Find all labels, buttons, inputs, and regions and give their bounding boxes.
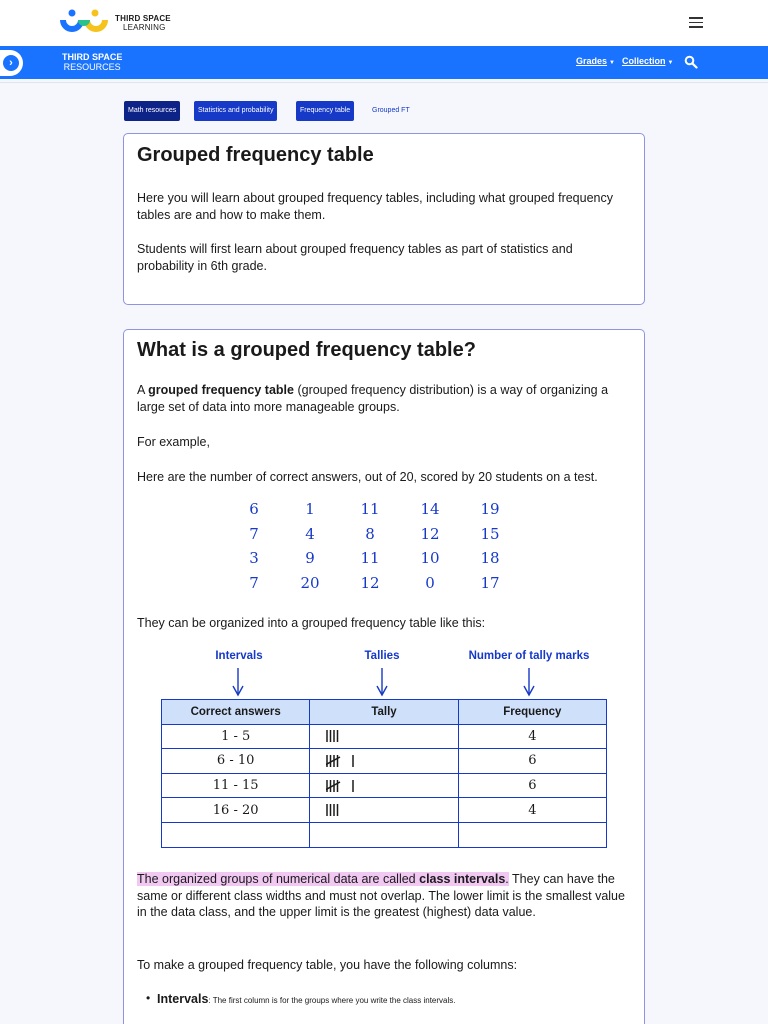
- arrow-down-icon: [375, 668, 389, 698]
- highlight-period: .: [505, 872, 509, 886]
- brand-line-2: LEARNING: [123, 23, 166, 32]
- caret-down-icon: ▼: [667, 60, 674, 66]
- columns-intro-text: To make a grouped frequency table, you have the following columns:: [137, 958, 518, 972]
- page-title: Grouped frequency table: [137, 144, 374, 166]
- data-value: 20: [300, 573, 320, 592]
- tally-cell: [310, 749, 458, 774]
- header-correct-answers: Correct answers: [162, 700, 310, 725]
- data-value: 4: [305, 524, 315, 543]
- header-tally: Tally: [310, 700, 458, 725]
- tally-cell: [310, 773, 458, 798]
- arrow-down-icon: [522, 668, 536, 698]
- definition-prefix: A: [137, 383, 149, 397]
- data-value: 10: [420, 549, 440, 568]
- nav-brand-line-1: THIRD SPACE: [62, 52, 123, 62]
- frequency-cell: 6: [458, 773, 606, 798]
- data-value: 7: [249, 524, 259, 543]
- class-intervals-rest: They can have the same or different class widths and must not overlap. The lower limit is the smallest value in the data class, and the upper limit is the greatest (highest) data value.: [137, 872, 625, 919]
- third-space-logo-icon[interactable]: [58, 8, 110, 38]
- empty-cell: [458, 822, 606, 847]
- hamburger-menu-icon[interactable]: [686, 14, 706, 32]
- data-intro-text: Here are the number of correct answers, out of 20, scored by 20 students on a test.: [137, 470, 598, 484]
- interval-cell: 6 - 10: [162, 749, 310, 774]
- tally-cell: [310, 724, 458, 749]
- data-value: 14: [420, 500, 440, 518]
- data-value: 7: [249, 573, 259, 592]
- bullet-term: Intervals: [157, 992, 209, 1006]
- data-value: 18: [480, 549, 500, 568]
- data-value: 11: [360, 500, 380, 518]
- data-value: 6: [249, 500, 259, 518]
- search-icon[interactable]: [684, 55, 698, 69]
- data-value: 12: [360, 573, 380, 592]
- for-example-text: For example,: [137, 435, 210, 449]
- definition-paragraph: [137, 382, 632, 415]
- definition-rest: (grouped frequency distribution) is a way of organizing a large set of data into more manageable groups.: [137, 383, 609, 414]
- frequency-cell: 6: [458, 749, 606, 774]
- header-divider: [0, 82, 768, 83]
- data-value: 1: [305, 500, 315, 518]
- resources-nav-bar: [0, 46, 768, 79]
- label-intervals: Intervals: [215, 650, 263, 662]
- breadcrumb-statistics[interactable]: Statistics and probability: [194, 101, 277, 121]
- class-intervals-term: class intervals: [419, 872, 506, 886]
- interval-cell: 1 - 5: [162, 724, 310, 749]
- tally-marks-icon: [326, 753, 366, 769]
- bullet-text: : The first column is for the groups where you write the class intervals.: [208, 996, 456, 1005]
- nav-link-grades-label: Grades: [576, 56, 608, 66]
- data-value: 8: [365, 524, 375, 543]
- empty-cell: [162, 822, 310, 847]
- sidebar-toggle-button[interactable]: [0, 50, 23, 76]
- table-row: [162, 724, 607, 749]
- definition-term: grouped frequency table: [148, 383, 294, 397]
- highlighted-definition: [137, 872, 509, 886]
- nav-link-grades[interactable]: [576, 56, 615, 66]
- nav-brand[interactable]: [62, 52, 122, 72]
- nav-link-collection-label: Collection: [622, 56, 666, 66]
- section-title: What is a grouped frequency table?: [137, 339, 476, 361]
- interval-cell: 16 - 20: [162, 798, 310, 823]
- data-value: 0: [425, 573, 435, 592]
- data-value: 19: [480, 500, 500, 518]
- chevron-right-icon: ›: [3, 55, 19, 71]
- breadcrumb-math-resources[interactable]: Math resources: [124, 101, 180, 121]
- tally-marks-icon: [326, 728, 366, 744]
- tally-marks-icon: [326, 802, 366, 818]
- intro-paragraph-1: Here you will learn about grouped frequency tables, including what grouped frequency tables are and how to make them.: [137, 191, 613, 222]
- data-value: 17: [480, 573, 500, 592]
- caret-down-icon: ▼: [609, 60, 615, 66]
- organized-intro-text: They can be organized into a grouped frequency table like this:: [137, 616, 486, 630]
- frequency-cell: 4: [458, 724, 606, 749]
- columns-list: [157, 992, 637, 1008]
- top-bar: [0, 0, 768, 46]
- empty-cell: [310, 822, 458, 847]
- breadcrumb-frequency-table[interactable]: Frequency table: [296, 101, 354, 121]
- data-value: 9: [305, 549, 315, 568]
- data-value: 12: [420, 524, 440, 543]
- table-row-empty: [162, 822, 607, 847]
- breadcrumb-grouped-ft[interactable]: Grouped FT: [372, 107, 410, 114]
- data-value: 15: [480, 524, 500, 543]
- header-frequency: Frequency: [458, 700, 606, 725]
- data-value: 11: [360, 549, 380, 568]
- data-value: 3: [249, 549, 259, 568]
- frequency-cell: 4: [458, 798, 606, 823]
- class-intervals-paragraph: [137, 871, 632, 921]
- nav-brand-line-2: RESOURCES: [63, 62, 121, 72]
- brand-name[interactable]: [115, 14, 171, 32]
- nav-link-collection[interactable]: [622, 56, 673, 66]
- tally-cell: [310, 798, 458, 823]
- tally-marks-icon: [326, 778, 366, 794]
- interval-cell: 11 - 15: [162, 773, 310, 798]
- table-row: [162, 798, 607, 823]
- table-row: [162, 749, 607, 774]
- highlight-text: The organized groups of numerical data are called: [137, 872, 420, 886]
- brand-line-1: THIRD SPACE: [115, 14, 171, 23]
- intro-card: [123, 133, 645, 305]
- grouped-frequency-table: [161, 699, 607, 848]
- label-number-of-tally-marks: Number of tally marks: [468, 650, 590, 662]
- section-card: [123, 329, 645, 1024]
- arrow-down-icon: [231, 668, 245, 698]
- label-tallies: Tallies: [364, 650, 400, 662]
- list-item: [157, 992, 637, 1008]
- intro-paragraph-2: Students will first learn about grouped frequency tables as part of statistics and probability in 6th grade.: [137, 242, 573, 273]
- table-row: [162, 773, 607, 798]
